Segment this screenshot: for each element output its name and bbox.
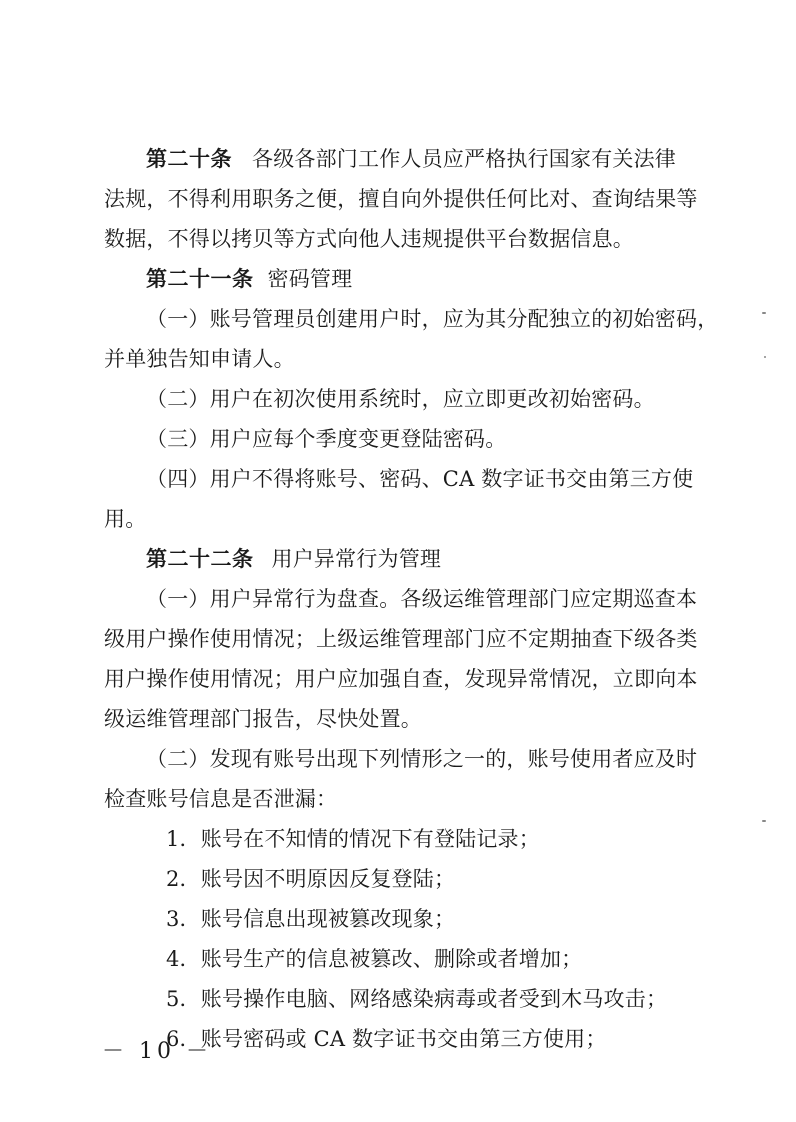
article-20-line-1 [0, 147, 796, 171]
article-22-item-1-line-1: （一）用户异常行为盘查。各级运维管理部门应定期巡查本 [146, 587, 698, 611]
article-21-item-4-line-1: （四）用户不得将账号、密码、CA 数字证书交由第三方使 [146, 467, 694, 491]
article-21-item-3: （三）用户应每个季度变更登陆密码。 [146, 427, 507, 451]
list-item: 5．账号操作电脑、网络感染病毒或者受到木马攻击； [166, 987, 668, 1011]
article-21-item-1-line-1: （一）账号管理员创建用户时，应为其分配独立的初始密码， [146, 307, 719, 331]
article-21-item-1-line-2: 并单独告知申请人。 [104, 347, 295, 371]
article-22-title: 用户异常行为管理 [271, 547, 442, 571]
list-item: 3．账号信息出现被篡改现象； [166, 907, 456, 931]
scan-speck [762, 312, 766, 314]
article-20-heading: 第二十条 [146, 147, 232, 171]
article-21-item-2: （二）用户在初次使用系统时，应立即更改初始密码。 [146, 387, 655, 411]
scan-speck [764, 356, 766, 358]
article-22-heading: 第二十二条 [146, 547, 254, 571]
article-21-title: 密码管理 [267, 267, 353, 291]
article-20-line-2: 法规，不得利用职务之便，擅自向外提供任何比对、查询结果等 [104, 187, 698, 211]
list-item: 2．账号因不明原因反复登陆； [166, 867, 456, 891]
article-22-item-1-line-3: 用户操作使用情况；用户应加强自查，发现异常情况，立即向本 [104, 667, 698, 691]
article-22-item-2-line-1: （二）发现有账号出现下列情形之一的，账号使用者应及时 [146, 747, 698, 771]
scan-speck [762, 820, 766, 822]
list-item: 1．账号在不知情的情况下有登陆记录； [166, 827, 540, 851]
page-number: － 10 － [102, 1039, 212, 1064]
article-21-item-4-line-2: 用。 [104, 507, 147, 531]
list-item: 4．账号生产的信息被篡改、删除或者增加； [166, 947, 583, 971]
article-20-line-3: 数据，不得以拷贝等方式向他人违规提供平台数据信息。 [104, 227, 634, 251]
article-22-item-2-line-2: 检查账号信息是否泄漏： [104, 787, 338, 811]
article-21-heading: 第二十一条 [146, 267, 254, 291]
article-21-heading-line [0, 267, 796, 291]
article-20-text-1: 各级各部门工作人员应严格执行国家有关法律 [252, 147, 676, 171]
article-22-item-1-line-4: 级运维管理部门报告，尽快处置。 [104, 707, 422, 731]
article-22-item-1-line-2: 级用户操作使用情况；上级运维管理部门应不定期抽查下级各类 [104, 627, 698, 651]
list-item: 6．账号密码或 CA 数字证书交由第三方使用； [166, 1027, 607, 1051]
article-22-heading-line [0, 547, 796, 571]
